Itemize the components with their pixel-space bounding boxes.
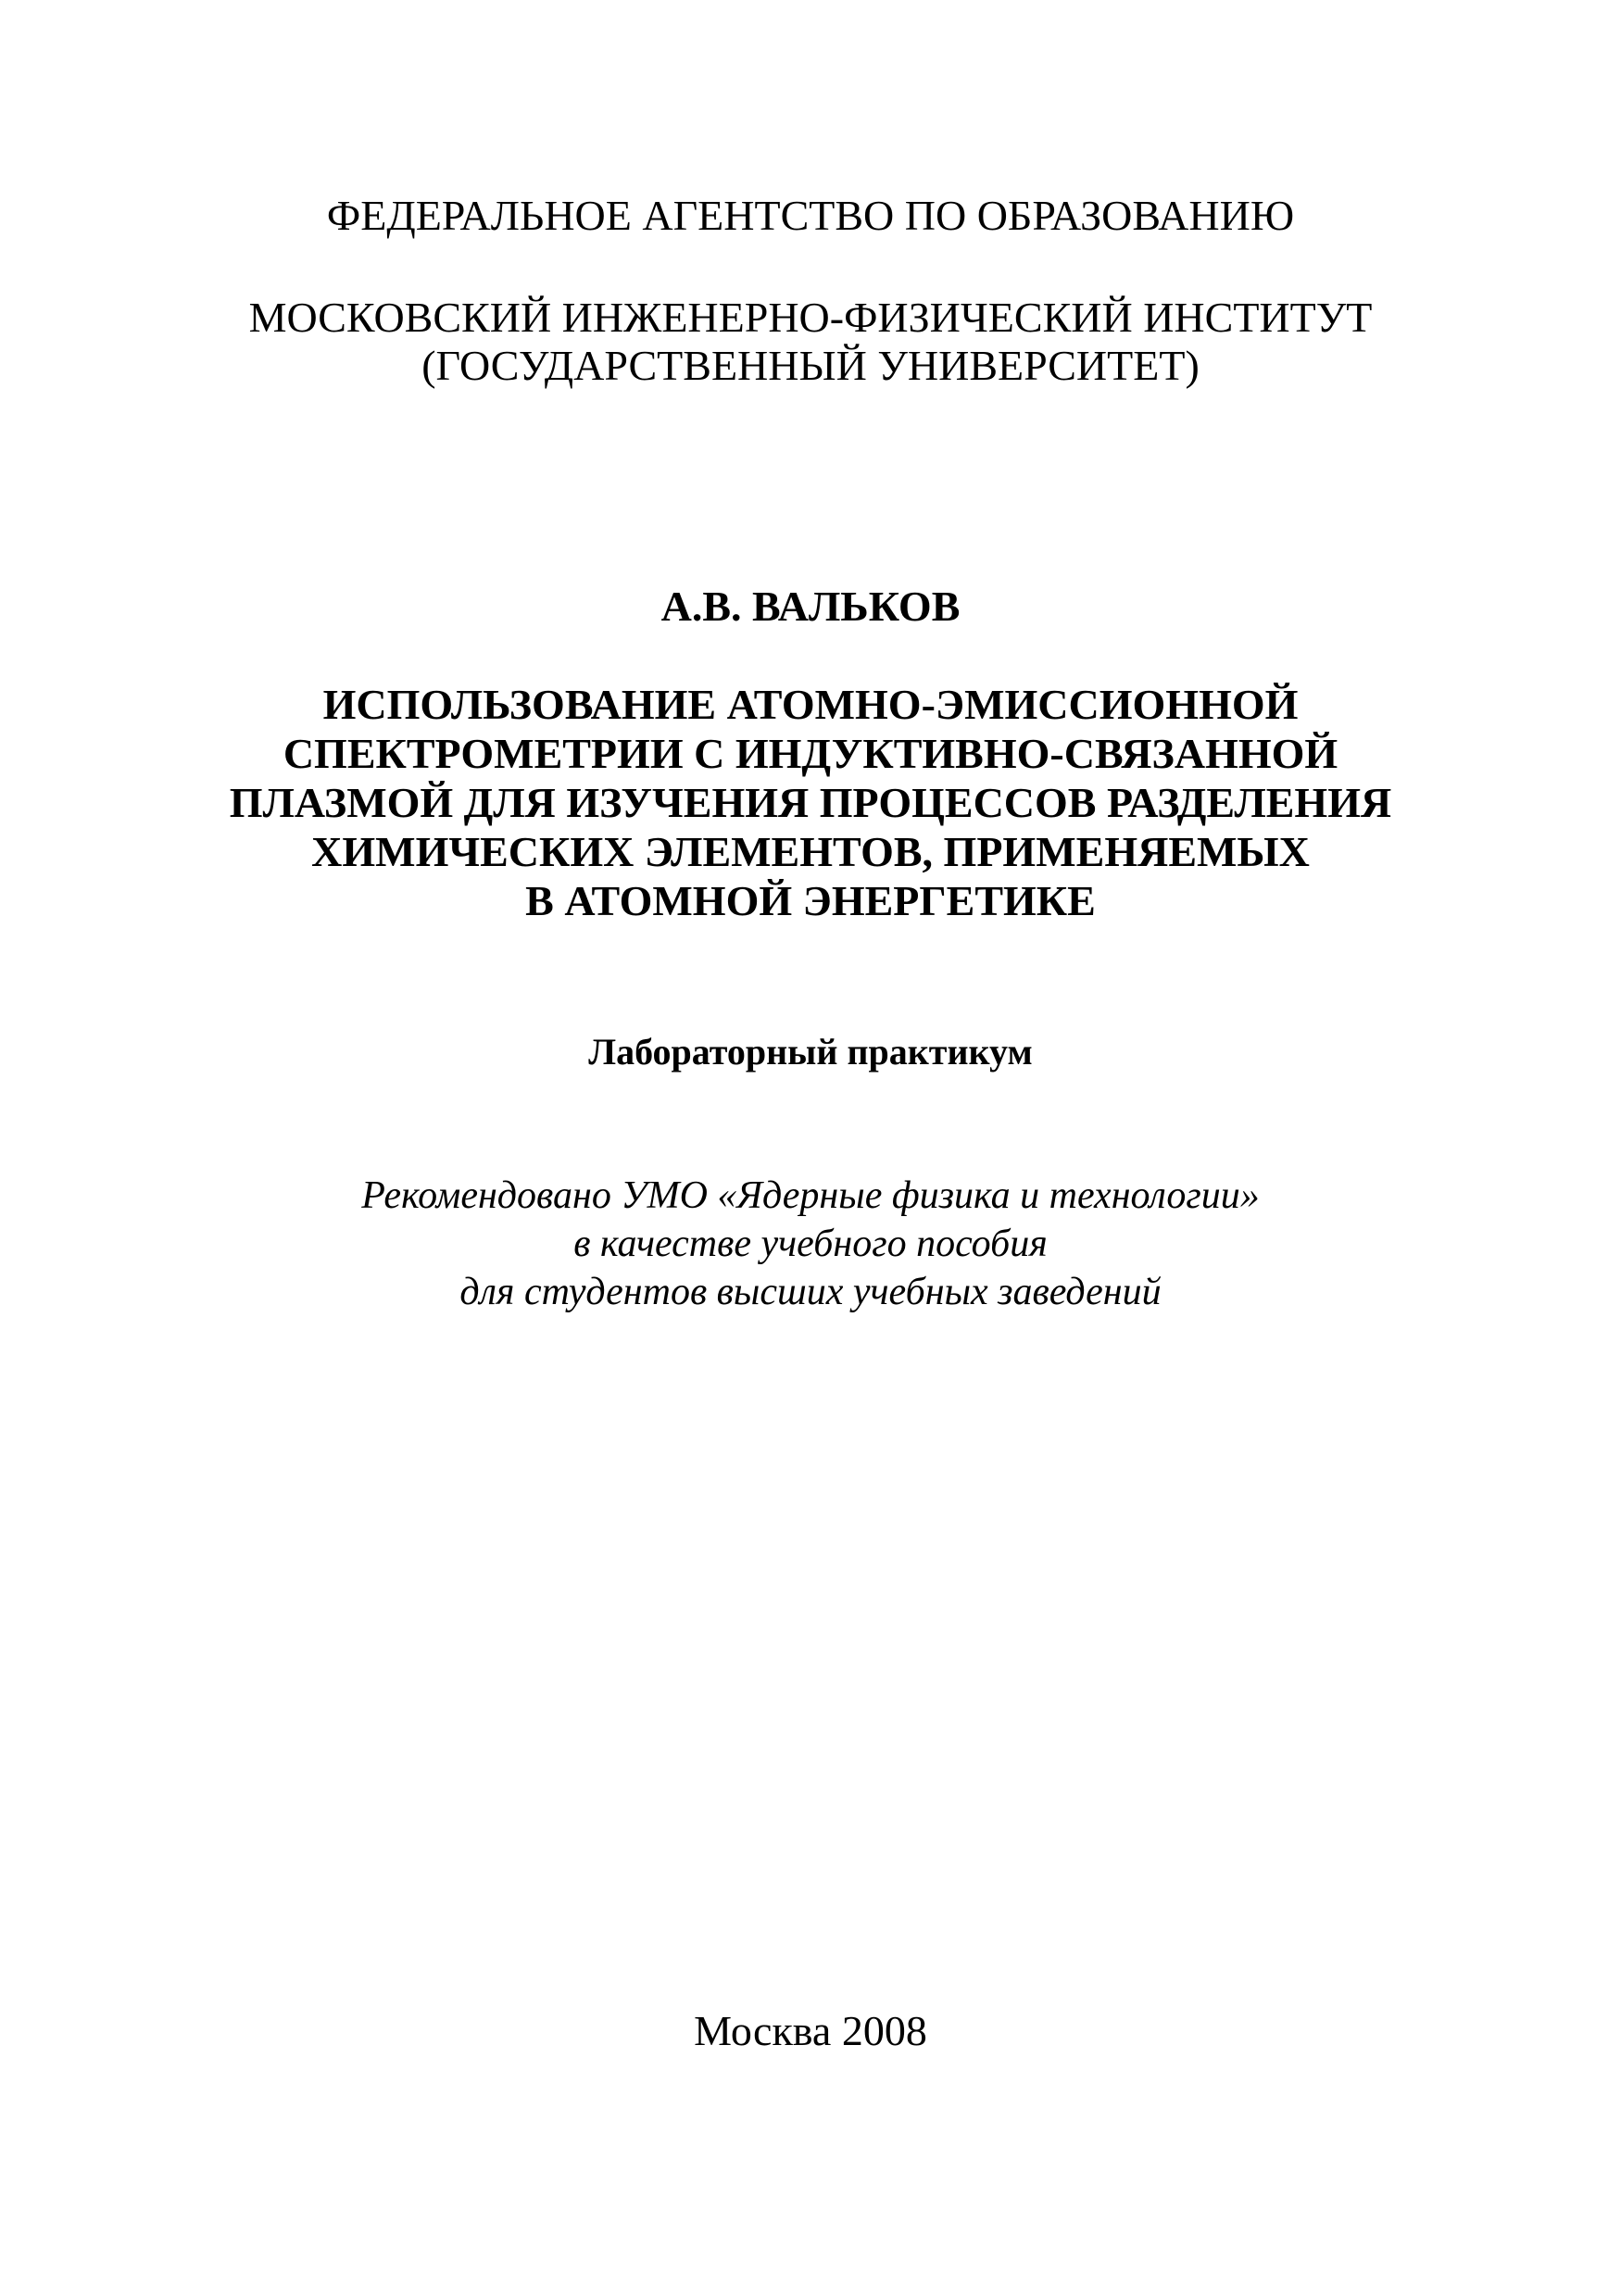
recommendation-line: для студентов высших учебных заведений xyxy=(459,1271,1162,1313)
institute-status: (ГОСУДАРСТВЕННЫЙ УНИВЕРСИТЕТ) xyxy=(421,342,1200,389)
book-title-line: ИСПОЛЬЗОВАНИЕ АТОМНО-ЭМИССИОННОЙ xyxy=(322,681,1299,728)
place-year: Москва 2008 xyxy=(694,2007,927,2054)
institute-name: МОСКОВСКИЙ ИНЖЕНЕРНО-ФИЗИЧЕСКИЙ ИНСТИТУТ xyxy=(248,294,1373,341)
recommendation-line: в качестве учебного пособия xyxy=(573,1223,1048,1265)
book-title-line: СПЕКТРОМЕТРИИ С ИНДУКТИВНО-СВЯЗАННОЙ xyxy=(283,730,1338,777)
book-title-line: ХИМИЧЕСКИХ ЭЛЕМЕНТОВ, ПРИМЕНЯЕМЫХ xyxy=(311,828,1310,875)
book-title-line: ПЛАЗМОЙ ДЛЯ ИЗУЧЕНИЯ ПРОЦЕССОВ РАЗДЕЛЕНИЯ xyxy=(229,779,1392,826)
recommendation-line: Рекомендовано УМО «Ядерные физика и технологии» xyxy=(361,1174,1260,1217)
author-name: А.В. ВАЛЬКОВ xyxy=(660,583,961,630)
book-subtitle: Лабораторный практикум xyxy=(588,1031,1033,1073)
agency-name: ФЕДЕРАЛЬНОЕ АГЕНТСТВО ПО ОБРАЗОВАНИЮ xyxy=(326,192,1295,239)
book-title-line: В АТОМНОЙ ЭНЕРГЕТИКЕ xyxy=(525,877,1096,924)
